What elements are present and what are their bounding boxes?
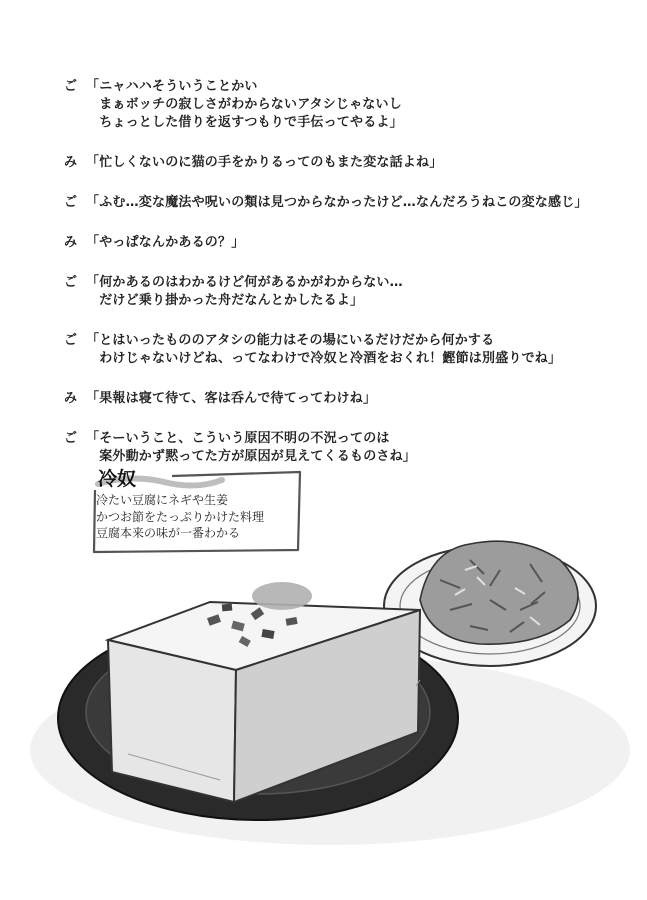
note-line: 豆腐本来の味が一番わかる xyxy=(96,526,241,540)
speaker: み xyxy=(64,391,78,406)
line-text: 「忙しくないのに猫の手をかりるってのもまた変な話よね」 xyxy=(86,155,443,170)
line-text: 「果報は寝て待て、客は呑んで待てってわけね」 xyxy=(86,391,377,406)
speaker: ご xyxy=(64,195,78,210)
line-text: 「やっぱなんかあるの？」 xyxy=(86,235,245,250)
dialogue-line xyxy=(64,430,634,466)
dialogue-block xyxy=(64,78,634,488)
dialogue-line xyxy=(64,274,634,310)
speaker: ご xyxy=(64,431,78,446)
note-line: かつお節をたっぷりかけた料理 xyxy=(96,509,265,524)
dialogue-line xyxy=(64,390,634,408)
dialogue-line xyxy=(64,194,634,212)
note-title: 冷奴 xyxy=(98,468,137,490)
speaker: ご xyxy=(64,275,78,290)
dialogue-line xyxy=(64,154,634,172)
line-text: 「ふむ…変な魔法や呪いの類は見つからなかったけど…なんだろうねこの変な感じ」 xyxy=(86,195,588,210)
dialogue-line xyxy=(64,234,634,252)
speaker: み xyxy=(64,155,78,170)
dialogue-line xyxy=(64,78,634,132)
line-text: 「とはいったもののアタシの能力はその場にいるだけだから何かする わけじゃないけどね、ってなわけで冷奴と冷酒をおくれ！鰹節は別盛りでね」 xyxy=(86,333,562,366)
speaker: み xyxy=(64,235,78,250)
note-line: 冷たい豆腐にネギや生姜 xyxy=(96,493,229,507)
hiyayakko-illustration xyxy=(0,540,647,900)
line-text: 「何かあるのはわかるけど何があるかがわからない… だけど乗り掛かった舟だなんとかしたるよ」 xyxy=(86,275,403,308)
speaker: ご xyxy=(64,79,78,94)
dialogue-line xyxy=(64,332,634,368)
line-text: 「そーいうこと、こういう原因不明の不況ってのは 案外動かず黙ってた方が原因が見えてくるものさね」 xyxy=(86,431,417,464)
speaker: ご xyxy=(64,333,78,348)
line-text: 「ニャハハそういうことかい まぁボッチの寂しさがわからないアタシじゃないし ちょっとした借りを返すつもりで手伝ってやるよ」 xyxy=(86,79,403,130)
note-body xyxy=(96,492,264,542)
katsuobushi-pile xyxy=(420,541,578,644)
